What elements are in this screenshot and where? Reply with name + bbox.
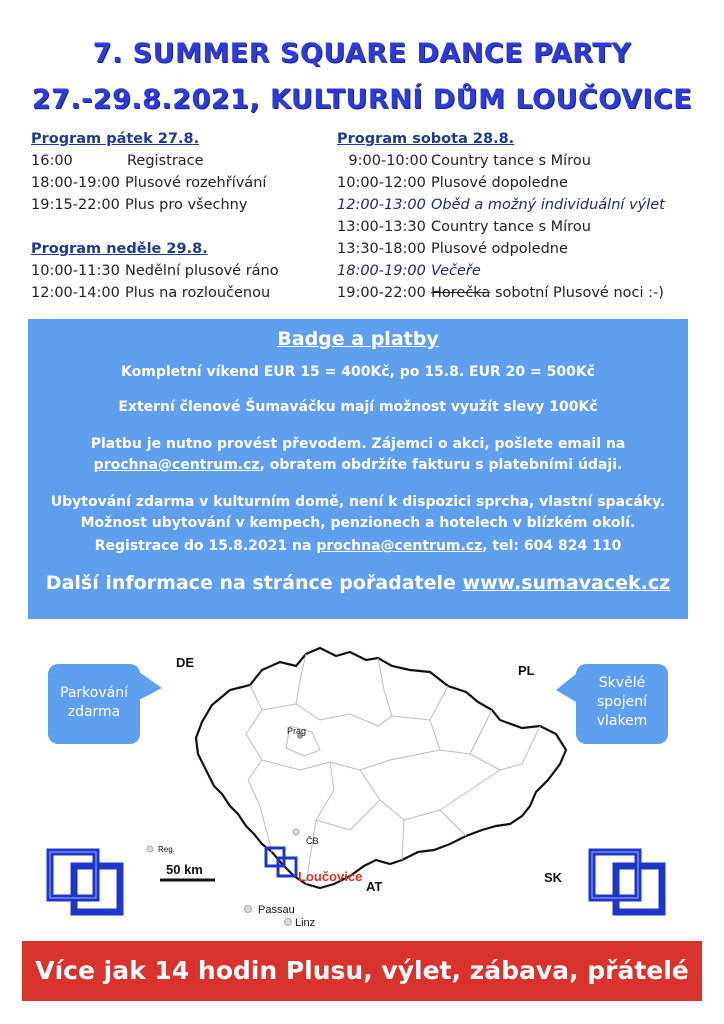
program-row: [31, 194, 279, 216]
more-info: [28, 573, 688, 594]
program-row: [337, 194, 665, 216]
program-row: [31, 172, 279, 194]
program-text: Oběd a možný individuální výlet: [431, 197, 665, 213]
train-bubble: [576, 664, 668, 744]
label-at: AT: [366, 879, 383, 894]
map-section: [0, 630, 724, 940]
saturday-heading: Program sobota 28.8.: [337, 131, 515, 147]
program-time: 10:00-11:30: [31, 263, 120, 279]
accommodation-line-2: Možnost ubytování v kempech, penzionech a hotelech v blízkém okolí.: [80, 515, 636, 531]
program-time: 18:00-19:00: [337, 263, 426, 279]
sunday-heading: Program neděle 29.8.: [31, 241, 208, 257]
program-time: 12:00-14:00: [31, 285, 120, 301]
registration-post: , tel: 604 824 110: [482, 538, 622, 554]
program-text: Plusové dopoledne: [431, 175, 568, 191]
parking-bubble-pointer: [139, 672, 162, 700]
label-passau: Passau: [258, 904, 295, 916]
parking-line-1: Parkování: [60, 685, 128, 701]
label-de: DE: [176, 655, 195, 670]
program-row: [337, 150, 665, 172]
program-left-column: [31, 128, 279, 304]
program-text: Plusové rozehřívání: [125, 175, 267, 191]
program-time: 13:00-13:30: [337, 219, 426, 235]
scale-label: 50 km: [166, 862, 203, 877]
badge-title: Badge a platby: [277, 328, 439, 350]
more-info-text: Další informace na stránce pořadatele: [45, 572, 456, 594]
payment-line-1: Platbu je nutno provést převodem. Zájemci o akci, pošlete email na: [90, 436, 626, 452]
program-row: [31, 150, 279, 172]
registration-email-link[interactable]: prochna@centrum.cz: [316, 538, 483, 554]
parking-line-2: zdarma: [67, 704, 121, 720]
price-text: Kompletní víkend EUR 15 = 400Kč, po 15.8. EUR 20 = 500Kč: [121, 364, 595, 380]
program-time: 13:30-18:00: [337, 241, 426, 257]
badge-payment-panel: [28, 319, 688, 619]
program-row: [31, 260, 279, 282]
program-time: 19:00-22:00: [337, 285, 426, 301]
label-prag: Prag: [287, 726, 307, 736]
program-text: Plusové odpoledne: [431, 241, 568, 257]
logo-right-icon: [592, 852, 662, 912]
program-text: Country tance s Mírou: [431, 219, 591, 235]
footer-banner: Více jak 14 hodin Plusu, výlet, zábava, přátelé: [22, 941, 702, 1001]
parking-bubble: [48, 664, 140, 744]
payment-line-2: , obratem obdržíte fakturu s platebními údaji.: [259, 457, 623, 473]
program-text: Plus na rozloučenou: [125, 285, 271, 301]
program-time: 10:00-12:00: [337, 175, 426, 191]
accommodation-line-1: Ubytování zdarma v kulturním domě, není k dispozici sprcha, vlastní spacáky.: [50, 494, 666, 510]
program-time: 16:00: [31, 153, 73, 169]
registration-pre: Registrace do 15.8.2021 na: [94, 538, 312, 554]
program-row: [337, 238, 665, 260]
train-line-2: spojení: [596, 694, 647, 710]
program-time: 12:00-13:00: [337, 197, 426, 213]
discount-text: Externí členové Šumaváčku mají možnost využít slevy 100Kč: [118, 399, 598, 415]
train-line-1: Skvělé: [598, 675, 646, 691]
title-line-2: 27.-29.8.2021, KULTURNÍ DŮM LOUČOVICE: [31, 84, 693, 115]
program-text: sobotní Plusové noci :-): [494, 285, 664, 301]
program-text: Country tance s Mírou: [431, 153, 591, 169]
program-time: 9:00-10:00: [348, 153, 428, 169]
registration-text: [28, 536, 688, 557]
label-reg: Reg.: [158, 845, 175, 854]
label-loucovice: Loučovice: [298, 869, 363, 884]
struck-text: Horečka: [431, 285, 491, 301]
email-link[interactable]: prochna@centrum.cz: [93, 457, 260, 473]
program-right-column: [337, 128, 665, 304]
program-row: [337, 172, 665, 194]
cb-dot: [293, 829, 299, 835]
program-text: Registrace: [127, 153, 204, 169]
label-linz: Linz: [295, 917, 316, 929]
logo-left-icon: [50, 852, 120, 912]
passau-dot: [245, 906, 252, 913]
program-text: Večeře: [431, 263, 481, 279]
train-bubble-pointer: [556, 674, 576, 702]
website-link[interactable]: www.sumavacek.cz: [462, 572, 671, 594]
program-text: Plus pro všechny: [125, 197, 248, 213]
program-row: [337, 260, 665, 282]
label-sk: SK: [544, 870, 563, 885]
linz-dot: [285, 919, 292, 926]
train-line-3: vlakem: [596, 713, 648, 729]
program-time: 18:00-19:00: [31, 175, 120, 191]
reg-dot: [147, 846, 153, 852]
country-outline: [196, 648, 566, 888]
label-cb: ČB: [306, 836, 319, 846]
payment-text: [28, 434, 688, 476]
program-row: [337, 216, 665, 238]
program-text: Nedělní plusové ráno: [125, 263, 279, 279]
title-line-1: 7. SUMMER SQUARE DANCE PARTY: [92, 38, 632, 69]
program-row: [337, 282, 665, 304]
program-time: 19:15-22:00: [31, 197, 120, 213]
program-row: [31, 282, 279, 304]
friday-heading: Program pátek 27.8.: [31, 131, 200, 147]
label-pl: PL: [518, 663, 535, 678]
